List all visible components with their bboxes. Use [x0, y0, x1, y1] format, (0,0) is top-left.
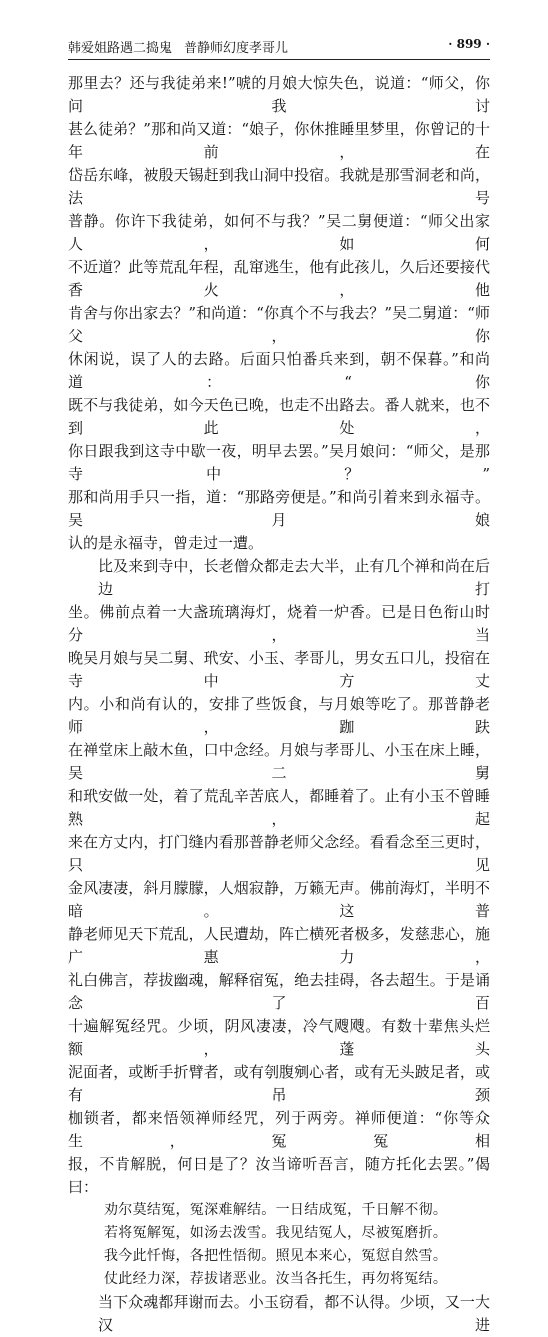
text-line: 坐。佛前点着一大盏琉璃海灯，烧着一炉香。已是日色衔山时分，当 [68, 603, 490, 644]
text-line: 十遍解冤经咒。少顷，阴风凄凄，冷气飕飕。有数十辈焦头烂额，蓬头 [68, 1017, 490, 1058]
text-line: 那和尚用手只一指，道：“那路旁便是。”和尚引着来到永福寺。吴月娘 [68, 488, 490, 529]
text-line: 礼白佛言，荐拔幽魂，解释宿冤，绝去挂碍，各去超生。于是诵念了百 [68, 971, 490, 1012]
text-line: 来在方丈内，打门缝内看那普静老师父念经。看看念至三更时，只见 [68, 833, 490, 874]
chapter-title-second: 普静师幻度孝哥儿 [184, 41, 289, 56]
paragraph-start-line: 比及来到寺中，长老僧众都走去大半，止有几个禅和尚在后边打 [98, 557, 490, 598]
text-line: 休闲说，误了人的去路。后面只怕番兵来到，朝不保暮。”和尚道：“你 [68, 350, 490, 391]
text-line: 普静。你许下我徒弟，如何不与我？”吴二舅便道：“师父出家人，如何 [68, 212, 490, 253]
text-line: 内。小和尚有认的，安排了些饭食，与月娘等吃了。那普静老师，跏趺 [68, 695, 490, 736]
page-number: · 899 · [448, 37, 490, 51]
verse-line: 若将冤解冤，如汤去泼雪。我见结冤人，尽被冤磨折。 [104, 1225, 448, 1241]
chapter-title-first: 韩爱姐路遇二捣鬼 [68, 41, 173, 56]
text-line: 在禅堂床上敲木鱼，口中念经。月娘与孝哥儿、小玉在床上睡，吴二舅 [68, 741, 490, 782]
text-line: 金风凄凄，斜月朦朦，人烟寂静，万籁无声。佛前海灯，半明不暗。这普 [68, 879, 490, 920]
text-line: 甚么徒弟？”那和尚又道：“娘子，你休推睡里梦里，你曾记的十年前，在 [68, 120, 490, 161]
text-line: 静老师见天下荒乱，人民遭劫，阵亡横死者极多，发慈悲心，施广惠力， [68, 925, 490, 966]
running-header [68, 37, 490, 57]
text-line: 那里去？还与我徒弟来!”唬的月娘大惊失色，说道：“师父，你问我讨 [68, 74, 490, 115]
header-rule [68, 59, 490, 60]
verse-line: 仗此经力深，荐拔诸恶业。汝当各托生，再勿将冤结。 [104, 1271, 448, 1287]
text-line: 枷锁者，都来悟领禅师经咒，列于两旁。禅师便道：“你等众生，冤冤相 [68, 1109, 490, 1150]
text-line: 和玳安做一处，着了荒乱辛苦底人，都睡着了。止有小玉不曾睡熟，起 [68, 787, 490, 828]
paragraph-start-line: 当下众魂都拜谢而去。小玉窃看，都不认得。少顷，又一大汉进 [98, 1293, 490, 1334]
verse-line: 我今此忏悔，各把性悟彻。照见本来心，冤愆自然雪。 [104, 1248, 448, 1264]
verse-line: 劝尔莫结冤，冤深难解结。一日结成冤，千日解不彻。 [104, 1202, 448, 1218]
text-line: 不近道？此等荒乱年程，乱窜逃生，他有此孩儿，久后还要接代香火，他 [68, 258, 490, 299]
text-line: 泥面者，或断手折臂者，或有刳腹剜心者，或有无头跛足者，或有吊颈 [68, 1063, 490, 1104]
text-line: 既不与我徒弟，如今天色已晚，也走不出路去。番人就来，也不到此处， [68, 396, 490, 437]
text-line: 晚吴月娘与吴二舅、玳安、小玉、孝哥儿，男女五口儿，投宿在寺中方丈 [68, 649, 490, 690]
text-line: 肯舍与你出家去？”和尚道：“你真个不与我去？”吴二舅道：“师父，你 [68, 304, 490, 345]
main-text [68, 72, 490, 1337]
chapter-title [68, 37, 288, 56]
text-line: 认的是永福寺，曾走过一遭。 [68, 534, 264, 552]
text-line: 岱岳东峰，被殷天锡赶到我山洞中投宿。我就是那雪洞老和尚，法号 [68, 166, 490, 207]
text-line: 你日跟我到这寺中歇一夜，明早去罢。”吴月娘问：“师父，是那寺中？” [68, 442, 490, 483]
text-line: 报，不肯解脱，何日是了？汝当谛听吾言，随方托化去罢。”偈曰： [68, 1155, 490, 1196]
